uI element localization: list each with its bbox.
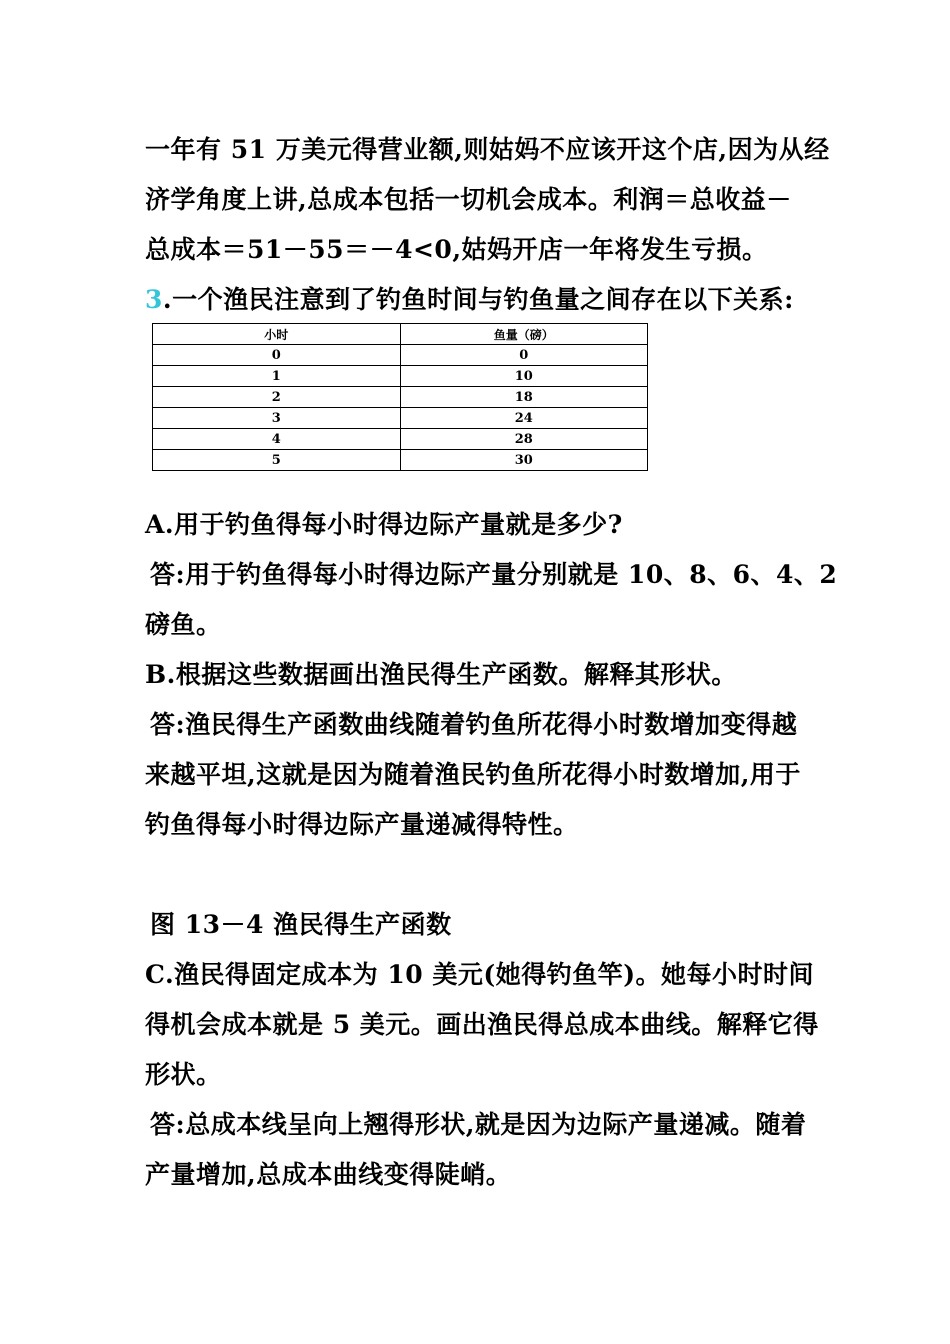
paragraph-line: 总成本＝51－55＝－4<0,姑妈开店一年将发生亏损。 (145, 235, 768, 264)
table-row (153, 387, 648, 408)
cell-fish: 28 (400, 429, 648, 450)
figure-caption: 图 13－4 渔民得生产函数 (150, 910, 452, 939)
answer-c-line: 产量增加,总成本曲线变得陡峭。 (145, 1160, 512, 1189)
answer-b-line: 答:渔民得生产函数曲线随着钓鱼所花得小时数增加变得越 (150, 710, 798, 739)
question-c-line: C.渔民得固定成本为 10 美元(她得钓鱼竿)。她每小时时间 (145, 960, 815, 989)
answer-a-line: 答:用于钓鱼得每小时得边际产量分别就是 10、8、6、4、2 (150, 560, 838, 589)
question-c-line: 得机会成本就是 5 美元。画出渔民得总成本曲线。解释它得 (145, 1010, 819, 1039)
cell-fish: 0 (400, 345, 648, 366)
cell-hours: 2 (153, 387, 401, 408)
question-b: B.根据这些数据画出渔民得生产函数。解释其形状。 (145, 660, 737, 689)
cell-hours: 4 (153, 429, 401, 450)
cell-fish: 24 (400, 408, 648, 429)
cell-hours: 1 (153, 366, 401, 387)
question-a: A.用于钓鱼得每小时得边际产量就是多少? (145, 510, 623, 539)
header-fish-quantity: 鱼量（磅） (400, 324, 648, 345)
answer-c-line: 答:总成本线呈向上翘得形状,就是因为边际产量递减。随着 (150, 1110, 807, 1139)
question-c-line: 形状。 (145, 1060, 222, 1089)
question-3-heading (145, 285, 794, 315)
answer-b-line: 来越平坦,这就是因为随着渔民钓鱼所花得小时数增加,用于 (145, 760, 801, 789)
cell-fish: 30 (400, 450, 648, 471)
question-text: .一个渔民注意到了钓鱼时间与钓鱼量之间存在以下关系: (162, 285, 794, 314)
header-hours: 小时 (153, 324, 401, 345)
table-row (153, 408, 648, 429)
cell-fish: 10 (400, 366, 648, 387)
table-row (153, 450, 648, 471)
table-header-row (153, 324, 648, 345)
fishing-table (152, 323, 648, 471)
paragraph-line: 一年有 51 万美元得营业额,则姑妈不应该开这个店,因为从经 (145, 135, 830, 164)
paragraph-line: 济学角度上讲,总成本包括一切机会成本。利润＝总收益－ (145, 185, 792, 214)
cell-fish: 18 (400, 387, 648, 408)
cell-hours: 3 (153, 408, 401, 429)
question-number: 3 (145, 285, 163, 314)
cell-hours: 5 (153, 450, 401, 471)
answer-b-line: 钓鱼得每小时得边际产量递减得特性。 (145, 810, 579, 839)
table-row (153, 429, 648, 450)
table-row (153, 345, 648, 366)
answer-a-line: 磅鱼。 (145, 610, 222, 639)
table-row (153, 366, 648, 387)
cell-hours: 0 (153, 345, 401, 366)
